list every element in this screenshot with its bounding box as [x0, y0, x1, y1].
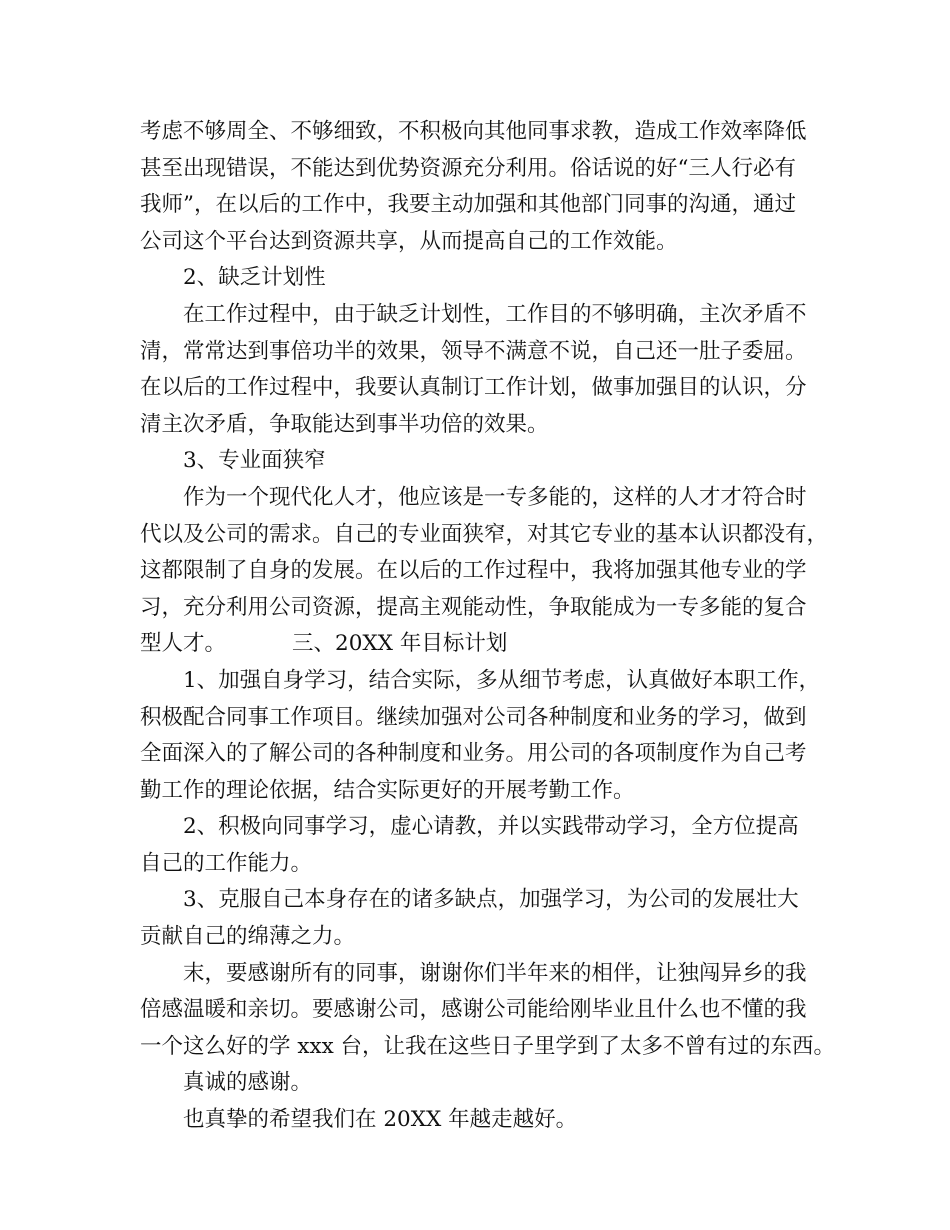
body-line: 代以及公司的需求。自己的专业面狭窄，对其它专业的基本认识都没有，: [140, 521, 829, 547]
body-line: 1、加强自身学习，结合实际，多从细节考虑，认真做好本职工作，: [183, 667, 821, 693]
body-line: 甚至出现错误，不能达到优势资源充分利用。俗话说的好“三人行必有: [140, 155, 796, 181]
body-line: 清主次矛盾，争取能达到事半功倍的效果。: [140, 411, 549, 437]
section-heading: 3、专业面狭窄: [183, 448, 326, 474]
body-line: 3、克服自己本身存在的诸多缺点，加强学习，为公司的发展壮大: [183, 887, 799, 913]
body-line: 积极配合同事工作项目。继续加强对公司各种制度和业务的学习，做到: [140, 704, 807, 730]
body-line: 我师”，在以后的工作中，我要主动加强和其他部门同事的沟通，通过: [140, 192, 796, 218]
body-line: 在工作过程中，由于缺乏计划性，工作目的不够明确，主次矛盾不: [183, 301, 807, 327]
body-line: 作为一个现代化人才，他应该是一专多能的，这样的人才才符合时: [183, 484, 807, 510]
body-line: 在以后的工作过程中，我要认真制订工作计划，做事加强目的认识，分: [140, 375, 807, 401]
body-line: [140, 626, 830, 663]
body-line: 自己的工作能力。: [140, 850, 313, 876]
body-line: 贡献自己的绵薄之力。: [140, 924, 356, 950]
body-line: 全面深入的了解公司的各种制度和业务。用公司的各项制度作为自己考: [140, 741, 807, 767]
body-line-segment: 型人才。: [140, 631, 227, 657]
section-heading: 三、20XX 年目标计划: [292, 631, 508, 657]
body-line: 倍感温暖和亲切。要感谢公司，感谢公司能给刚毕业且什么也不懂的我: [140, 997, 807, 1023]
body-line: 一个这么好的学 xxx 台，让我在这些日子里学到了太多不曾有过的东西。: [140, 1033, 836, 1059]
body-line: 公司这个平台达到资源共享，从而提高自己的工作效能。: [140, 228, 678, 254]
body-line: 末，要感谢所有的同事，谢谢你们半年来的相伴，让独闯异乡的我: [183, 960, 807, 986]
body-line: 考虑不够周全、不够细致，不积极向其他同事求教，造成工作效率降低: [140, 119, 807, 144]
body-line: 这都限制了自身的发展。在以后的工作过程中，我将加强其他专业的学: [140, 558, 807, 584]
section-heading: 2、缺乏计划性: [183, 265, 326, 291]
document-body: [140, 114, 836, 1139]
body-line: 清，常常达到事倍功半的效果，领导不满意不说，自己还一肚子委屈。: [140, 338, 807, 364]
body-line: 勤工作的理论依据，结合实际更好的开展考勤工作。: [140, 777, 635, 803]
body-line: 也真挚的希望我们在 20XX 年越走越好。: [183, 1107, 578, 1133]
body-line: 习，充分利用公司资源，提高主观能动性，争取能成为一专多能的复合: [140, 594, 807, 620]
body-line: 真诚的感谢。: [183, 1070, 313, 1096]
body-line: 2、积极向同事学习，虚心请教，并以实践带动学习，全方位提高: [183, 814, 799, 840]
